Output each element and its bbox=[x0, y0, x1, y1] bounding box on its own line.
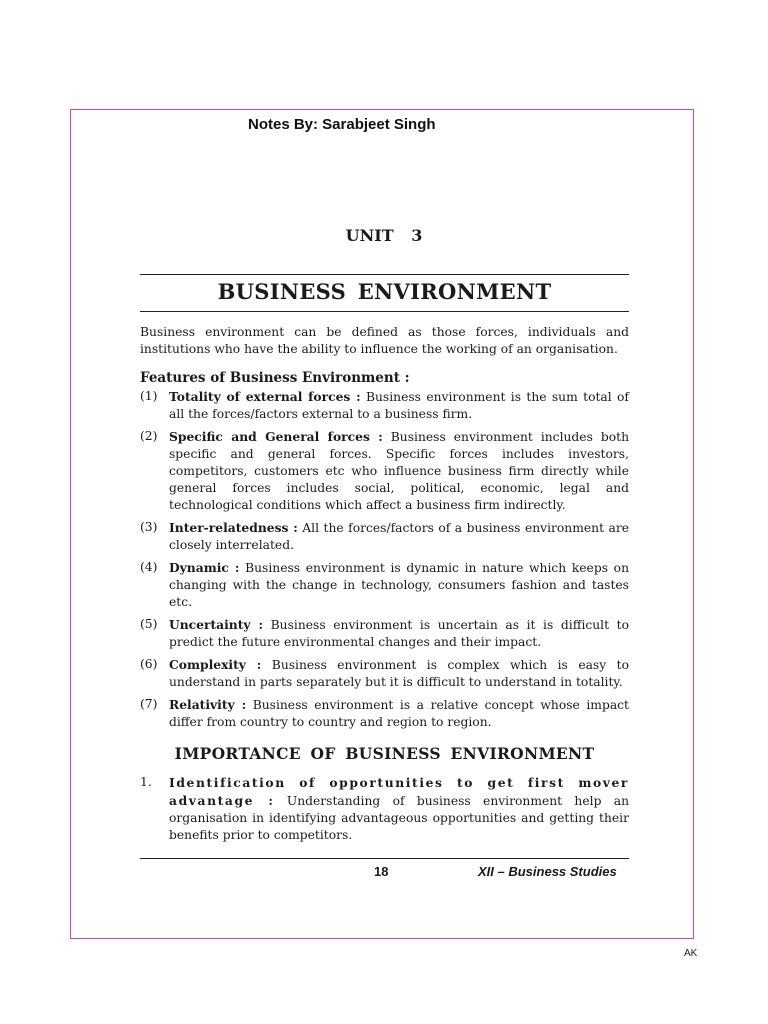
feature-description: Business environment is dynamic in nature which keeps on changing with the change in technology, consumers fashion and tastes etc. bbox=[169, 561, 629, 609]
chapter-title: BUSINESS ENVIRONMENT bbox=[217, 279, 552, 304]
feature-number: (4) bbox=[140, 560, 158, 574]
unit-heading: UNIT 3 bbox=[345, 226, 423, 245]
importance-term: Identification of opportunities to get first mover advantage : bbox=[169, 775, 629, 808]
feature-description: Business environment is the sum total of all the forces/factors external to a business firm. bbox=[169, 390, 629, 421]
feature-number: (6) bbox=[140, 657, 158, 671]
book-title: XII – Business Studies bbox=[478, 864, 617, 879]
footer-rule bbox=[140, 858, 629, 859]
feature-item bbox=[140, 656, 629, 691]
importance-item bbox=[140, 774, 629, 844]
features-list bbox=[140, 388, 629, 731]
feature-number: (2) bbox=[140, 429, 158, 443]
feature-term: Specific and General forces : bbox=[169, 429, 383, 444]
importance-text bbox=[169, 774, 629, 844]
feature-number: (3) bbox=[140, 520, 158, 534]
feature-item bbox=[140, 388, 629, 423]
feature-item bbox=[140, 616, 629, 651]
features-heading: Features of Business Environment : bbox=[140, 370, 410, 386]
feature-description: Business environment includes both specific and general forces. Specific forces includes investors, competitors, customers etc who influence business firm directly while general forces includes social, political, economic, legal and technological conditions which affect a business firm indirectly. bbox=[169, 430, 629, 512]
feature-text bbox=[169, 616, 629, 651]
page-content bbox=[140, 324, 629, 844]
feature-text bbox=[169, 696, 629, 731]
feature-item bbox=[140, 696, 629, 731]
feature-text bbox=[169, 656, 629, 691]
title-rule-bottom bbox=[140, 311, 629, 312]
feature-term: Uncertainty : bbox=[169, 617, 264, 632]
feature-text bbox=[169, 519, 629, 554]
page-number: 18 bbox=[374, 864, 389, 879]
feature-description: Business environment is a relative concept whose impact differ from country to country and region to region. bbox=[169, 698, 629, 729]
feature-term: Complexity : bbox=[169, 657, 262, 672]
feature-description: All the forces/factors of a business environment are closely interrelated. bbox=[169, 521, 629, 552]
feature-item bbox=[140, 559, 629, 611]
notes-author: Notes By: Sarabjeet Singh bbox=[248, 116, 436, 133]
feature-text bbox=[169, 559, 629, 611]
importance-description: Understanding of business environment help an organisation in identifying advantageous opportunities and getting their benefits prior to competitors. bbox=[169, 794, 630, 842]
feature-item bbox=[140, 428, 629, 514]
intro-paragraph: Business environment can be defined as those forces, individuals and institutions who have the ability to influence the working of an organisation. bbox=[140, 325, 629, 356]
importance-heading: IMPORTANCE OF BUSINESS ENVIRONMENT bbox=[174, 744, 595, 763]
feature-number: (1) bbox=[140, 389, 158, 403]
feature-description: Business environment is uncertain as it is difficult to predict the future environmental changes and their impact. bbox=[169, 618, 629, 649]
feature-text bbox=[169, 388, 629, 423]
feature-item bbox=[140, 519, 629, 554]
corner-mark: AK bbox=[684, 948, 698, 959]
feature-text bbox=[169, 428, 629, 514]
feature-description: Business environment is complex which is easy to understand in parts separately but it is difficult to understand in totality. bbox=[169, 658, 630, 689]
feature-term: Inter-relatedness : bbox=[169, 520, 298, 535]
title-rule-top bbox=[140, 274, 629, 275]
feature-term: Relativity : bbox=[169, 697, 247, 712]
importance-number: 1. bbox=[140, 775, 152, 789]
feature-term: Dynamic : bbox=[169, 560, 240, 575]
feature-number: (5) bbox=[140, 617, 158, 631]
feature-term: Totality of external forces : bbox=[169, 389, 361, 404]
feature-number: (7) bbox=[140, 697, 158, 711]
